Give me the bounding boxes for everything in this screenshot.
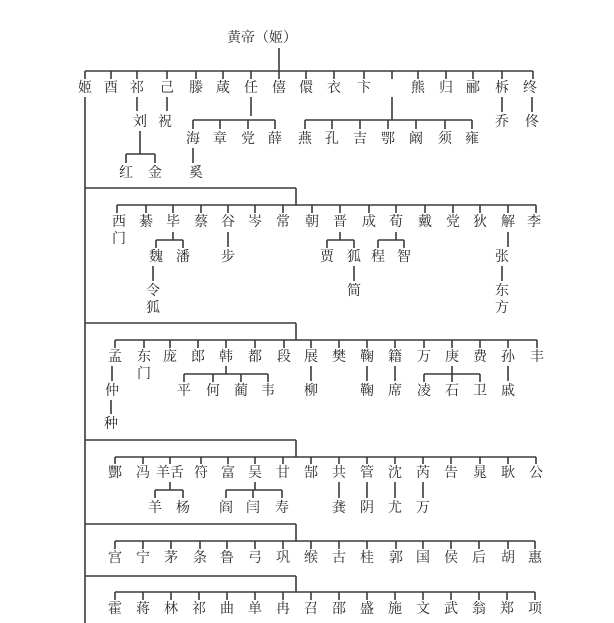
row5-node: 桂	[360, 550, 374, 566]
grandchild-node: 金	[148, 165, 162, 181]
row3-node: 万	[417, 349, 431, 365]
row1-node: 己	[160, 80, 174, 96]
root-node: 黄帝（姬）	[227, 30, 297, 46]
row6-node: 冉	[276, 601, 290, 617]
child-node: 卫	[473, 383, 487, 399]
row3-node: 丰	[530, 349, 544, 365]
row1-node: 终	[523, 80, 537, 96]
row4-node: 共	[332, 465, 346, 481]
child-node: 薛	[268, 131, 282, 147]
row1-node: 熊	[411, 80, 425, 96]
row3-node: 都	[248, 349, 262, 365]
child-node: 狐	[347, 249, 361, 265]
row2-node: 岑	[248, 214, 262, 230]
child-node: 程	[371, 249, 385, 265]
child-node: 祝	[158, 114, 172, 130]
row2-node: 狄	[473, 214, 487, 230]
child-node: 刘	[133, 114, 147, 130]
row1-node: 祁	[130, 80, 144, 96]
row5-node: 鲁	[220, 550, 234, 566]
grandchild-node: 令狐	[146, 283, 160, 316]
row1-node: 葴	[216, 80, 230, 96]
row3-node: 韩	[219, 349, 233, 365]
child-node: 党	[241, 131, 255, 147]
row3-node: 孙	[501, 349, 515, 365]
row5-node: 茅	[164, 550, 178, 566]
row2-node: 谷	[221, 214, 235, 230]
row4-node: 甘	[276, 465, 290, 481]
row6-node: 召	[304, 601, 318, 617]
child-node: 柳	[304, 383, 318, 399]
child-node: 尤	[388, 500, 402, 516]
row1-node: 滕	[189, 80, 203, 96]
row4-node: 富	[221, 465, 235, 481]
row6-node: 盛	[360, 601, 374, 617]
child-node: 阚	[409, 131, 423, 147]
child-node: 乔	[495, 114, 509, 130]
row1-node: 儇	[299, 80, 313, 96]
child-node: 平	[177, 383, 191, 399]
row4-node: 管	[360, 465, 374, 481]
row5-node: 宁	[136, 550, 150, 566]
child-node: 鄂	[381, 131, 395, 147]
row6-node: 林	[164, 601, 178, 617]
row4-node: 符	[194, 465, 208, 481]
row5-node: 宫	[108, 550, 122, 566]
child-node: 魏	[149, 249, 163, 265]
child-node: 石	[445, 383, 459, 399]
child-node: 万	[416, 500, 430, 516]
row1-node: 卞	[357, 80, 371, 96]
child-node: 仲	[105, 383, 119, 399]
child-node: 章	[213, 131, 227, 147]
row2-node: 李	[527, 214, 541, 230]
child-node: 潘	[176, 249, 190, 265]
child-node: 阴	[360, 500, 374, 516]
row6-node: 郑	[500, 601, 514, 617]
row5-node: 缑	[304, 550, 318, 566]
row3-node: 庞	[163, 349, 177, 365]
row3-node: 樊	[332, 349, 346, 365]
row5-node: 后	[472, 550, 486, 566]
row6-node: 文	[416, 601, 430, 617]
row1-node: 任	[244, 80, 258, 96]
child-node: 雍	[465, 131, 479, 147]
row6-node: 项	[528, 601, 542, 617]
row2-node: 綦	[139, 214, 153, 230]
grandchild-node: 东方	[495, 283, 509, 316]
row1-node: 柝	[495, 80, 509, 96]
grandchild-node: 简	[347, 283, 361, 299]
row3-node: 东门	[137, 349, 151, 382]
child-node: 羊	[148, 500, 162, 516]
row3-node: 费	[473, 349, 487, 365]
row3-node: 孟	[108, 349, 122, 365]
row2-node: 成	[362, 214, 376, 230]
child-node: 凌	[417, 383, 431, 399]
row3-node: 段	[277, 349, 291, 365]
row6-node: 单	[248, 601, 262, 617]
child-node: 张	[495, 249, 509, 265]
row2-node: 西门	[112, 214, 126, 247]
row3-node: 鞠	[360, 349, 374, 365]
child-node: 阎	[219, 500, 233, 516]
row2-node: 解	[501, 214, 515, 230]
child-node: 佟	[525, 114, 539, 130]
child-node: 步	[221, 249, 235, 265]
row2-node: 荀	[389, 214, 403, 230]
grandchild-node: 红	[119, 165, 133, 181]
row5-node: 胡	[501, 550, 515, 566]
row4-node: 晁	[473, 465, 487, 481]
row2-node: 戴	[418, 214, 432, 230]
row4-node: 公	[529, 465, 543, 481]
row4-node: 冯	[136, 465, 150, 481]
row4-node: 羊舌	[156, 465, 184, 481]
row5-node: 侯	[444, 550, 458, 566]
row5-node: 惠	[528, 550, 542, 566]
row4-node: 沈	[388, 465, 402, 481]
row5-node: 弓	[248, 550, 262, 566]
row1-node: 酉	[104, 80, 118, 96]
child-node: 智	[397, 249, 411, 265]
child-node: 闫	[246, 500, 260, 516]
child-node: 龚	[332, 500, 346, 516]
row1-node: 郦	[466, 80, 480, 96]
row4-node: 耿	[501, 465, 515, 481]
row2-node: 晋	[333, 214, 347, 230]
row5-node: 郭	[389, 550, 403, 566]
row2-node: 蔡	[194, 214, 208, 230]
child-node: 孔	[325, 131, 339, 147]
row6-node: 邵	[332, 601, 346, 617]
row4-node: 酆	[108, 465, 122, 481]
row1-node: 衣	[327, 80, 341, 96]
row6-node: 武	[444, 601, 458, 617]
child-node: 韦	[261, 383, 275, 399]
row6-node: 翁	[472, 601, 486, 617]
row6-node: 蒋	[136, 601, 150, 617]
row2-node: 朝	[305, 214, 319, 230]
child-node: 鞠	[360, 383, 374, 399]
row5-node: 古	[332, 550, 346, 566]
child-node: 须	[438, 131, 452, 147]
row4-node: 告	[444, 465, 458, 481]
row2-node: 党	[446, 214, 460, 230]
row4-node: 吴	[248, 465, 262, 481]
row5-node: 条	[193, 550, 207, 566]
child-node: 海	[186, 131, 200, 147]
grandchild-node: 种	[104, 416, 118, 432]
row2-node: 常	[276, 214, 290, 230]
row5-node: 巩	[276, 550, 290, 566]
row4-node: 郜	[304, 465, 318, 481]
child-node: 何	[206, 383, 220, 399]
child-node: 燕	[298, 131, 312, 147]
child-node: 杨	[176, 500, 190, 516]
row1-node: 归	[439, 80, 453, 96]
child-node: 戚	[501, 383, 515, 399]
child-node: 席	[388, 383, 402, 399]
row3-node: 展	[304, 349, 318, 365]
row2-node: 毕	[166, 214, 180, 230]
child-node: 贾	[320, 249, 334, 265]
row4-node: 芮	[416, 465, 430, 481]
child-node: 寿	[275, 500, 289, 516]
row6-node: 祁	[192, 601, 206, 617]
child-node: 蔺	[234, 383, 248, 399]
row1-node: 姬	[78, 80, 92, 96]
row3-node: 郎	[191, 349, 205, 365]
row5-node: 国	[416, 550, 430, 566]
row3-node: 庚	[445, 349, 459, 365]
row6-node: 霍	[108, 601, 122, 617]
row1-node: 僖	[272, 80, 286, 96]
row6-node: 施	[388, 601, 402, 617]
grandchild-node: 奚	[189, 165, 203, 181]
row6-node: 曲	[220, 601, 234, 617]
row3-node: 籍	[388, 349, 402, 365]
child-node: 吉	[353, 131, 367, 147]
